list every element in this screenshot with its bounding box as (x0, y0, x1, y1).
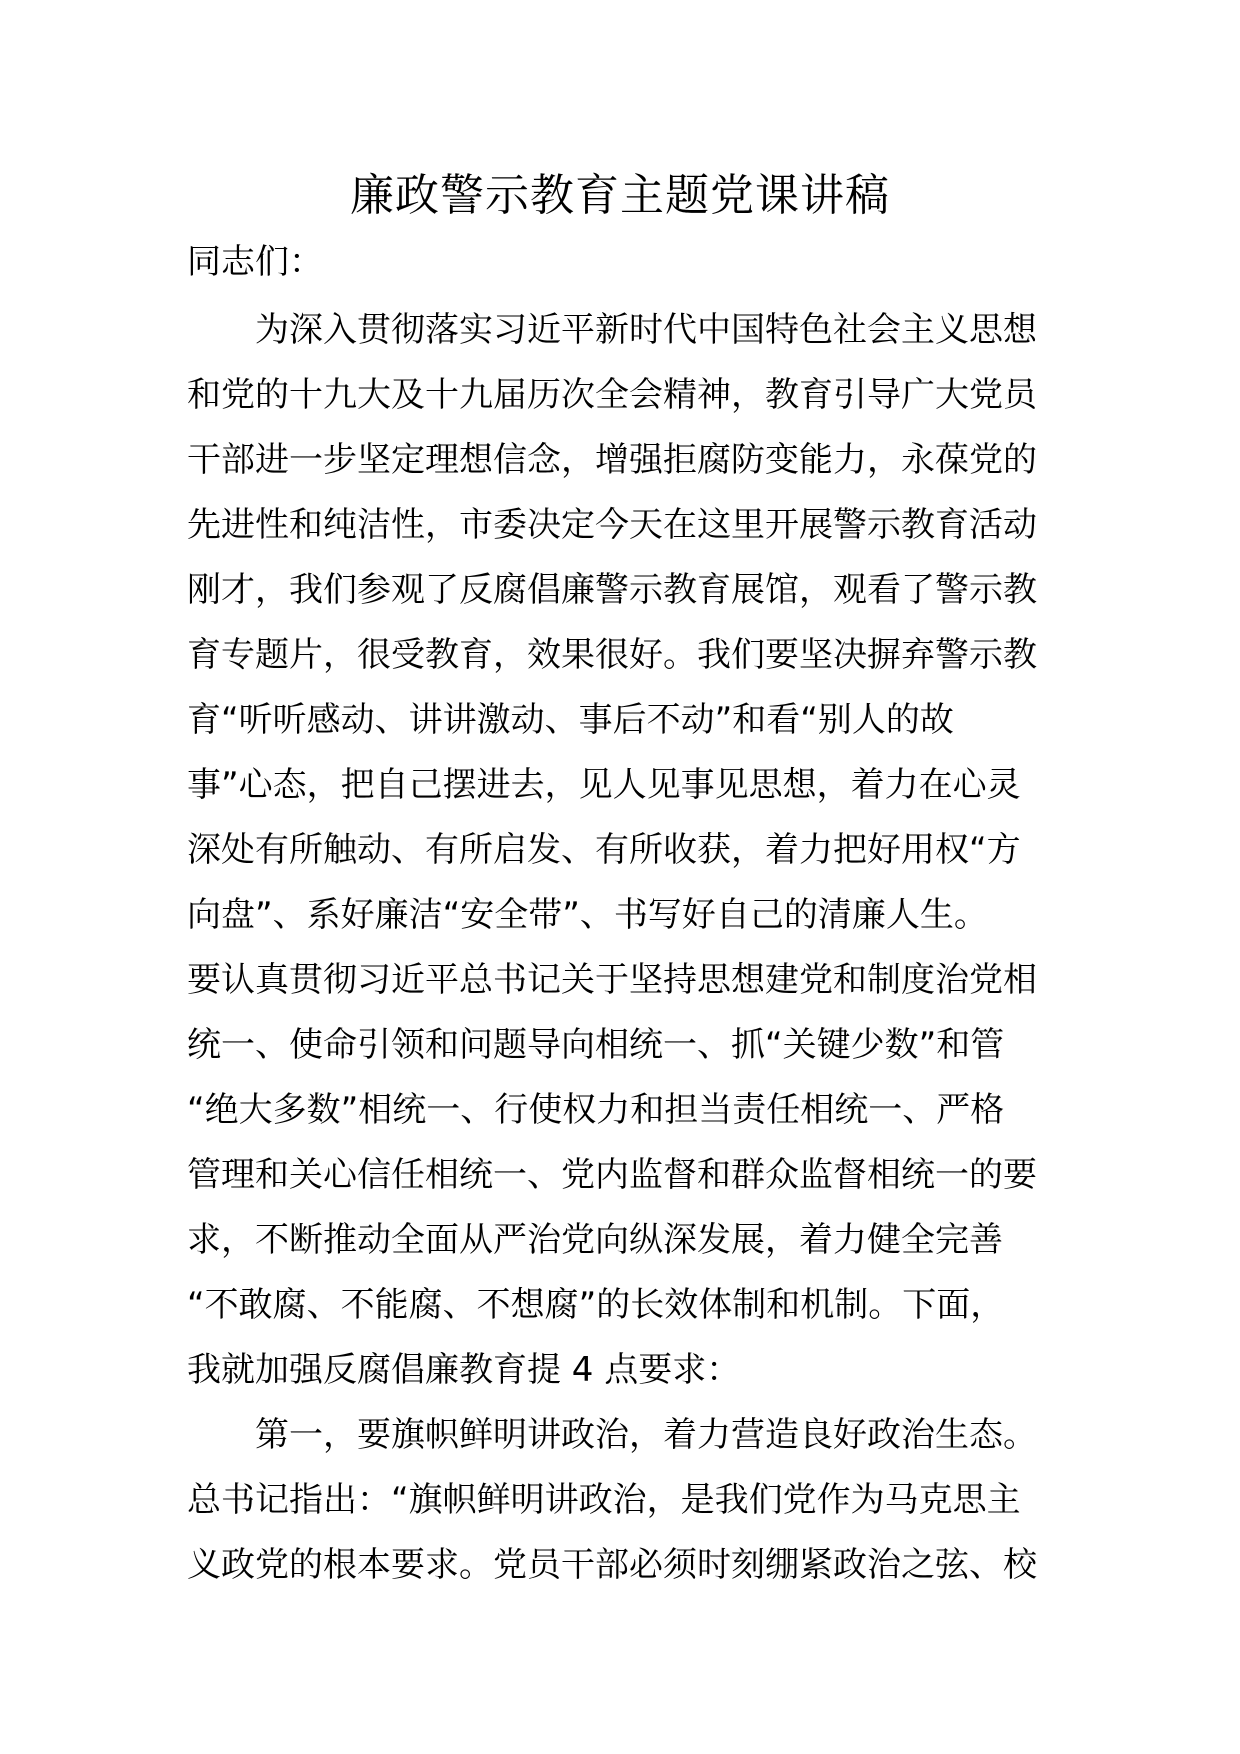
paragraph-line: 求，不断推动全面从严治党向纵深发展，着力健全完善 (187, 1220, 1003, 1260)
paragraph-line: 向盘”、系好廉洁“安全带”、书写好自己的清廉人生。 (187, 895, 988, 935)
paragraph-line: 统一、使命引领和问题导向相统一、抓“关键少数”和管 (187, 1025, 1005, 1065)
paragraph-line: 我就加强反腐倡廉教育提 4 点要求： (187, 1350, 741, 1390)
paragraph-line: 育“听听感动、讲讲激动、事后不动”和看“别人的故 (187, 700, 954, 740)
document-title: 廉政警示教育主题党课讲稿 (350, 170, 890, 221)
paragraph-line: 深处有所触动、有所启发、有所收获，着力把好用权“方 (187, 830, 1021, 870)
document-body (187, 234, 1067, 1598)
paragraph-line: 先进性和纯洁性，市委决定今天在这里开展警示教育活动 (187, 505, 1037, 545)
paragraph-line: 事”心态，把自己摆进去，见人见事见思想，着力在心灵 (187, 765, 1021, 805)
paragraph-line: 管理和关心信任相统一、党内监督和群众监督相统一的要 (187, 1155, 1037, 1195)
paragraph-line: 为深入贯彻落实习近平新时代中国特色社会主义思想 (255, 310, 1037, 350)
paragraph-line: 干部进一步坚定理想信念，增强拒腐防变能力，永葆党的 (187, 440, 1037, 480)
paragraph-line: “绝大多数”相统一、行使权力和担当责任相统一、严格 (187, 1090, 1005, 1130)
salutation: 同志们： (187, 242, 323, 282)
paragraph-line: 第一，要旗帜鲜明讲政治，着力营造良好政治生态。 (255, 1415, 1037, 1455)
paragraph-line: “不敢腐、不能腐、不想腐”的长效体制和机制。下面， (187, 1285, 1005, 1325)
paragraph-line: 刚才，我们参观了反腐倡廉警示教育展馆，观看了警示教 (187, 570, 1037, 610)
paragraph-line: 义政党的根本要求。党员干部必须时刻绷紧政治之弦、校 (187, 1545, 1037, 1585)
paragraph-line: 和党的十九大及十九届历次全会精神，教育引导广大党员 (187, 375, 1037, 415)
paragraph-line: 育专题片，很受教育，效果很好。我们要坚决摒弃警示教 (187, 635, 1037, 675)
paragraph-line: 要认真贯彻习近平总书记关于坚持思想建党和制度治党相 (187, 960, 1037, 1000)
paragraph-line: 总书记指出：“旗帜鲜明讲政治，是我们党作为马克思主 (187, 1480, 1021, 1520)
